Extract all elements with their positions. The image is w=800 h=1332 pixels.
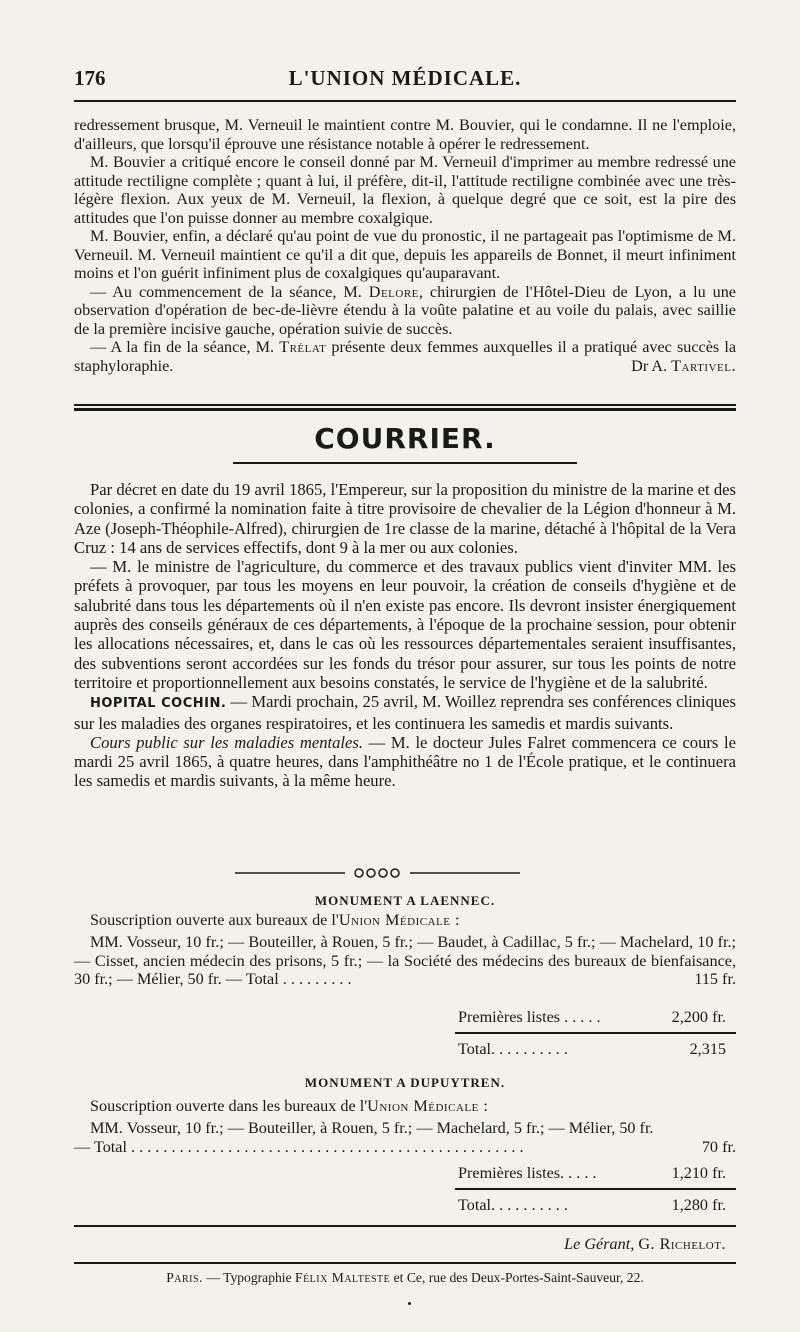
dupuytren-grand-value: 1,280 fr. — [671, 1196, 726, 1214]
laennec-section — [74, 892, 736, 989]
dupuytren-grand-label: Total. . . . . . . . . . — [458, 1196, 568, 1214]
paragraph: M. Bouvier a critiqué encore le conseil donné par M. Verneuil d'imprimer au membre redressé une attitude rectiligne complète ; quant à lui, il préfère, dit-il, l'attitude rectiligne combinée avec une très-légère flexion. Aux yeux de M. Verneuil, la flexion, à quelque degré que ce soit, est la pire des attitudes que l'on puisse donner au membre coxalgique. — [74, 153, 736, 227]
dupuytren-total-label: — Total . . . . . . . . . . . . . . . . . . . . . . . . . . . . . . . . . . . . . . . . . . . . . . . . . — [74, 1137, 524, 1156]
dupuytren-total-value: 70 fr. — [701, 1137, 736, 1156]
page-number: 176 — [74, 66, 106, 90]
laennec-intro: Souscription ouverte aux bureaux de l'Union Médicale : — [90, 910, 461, 929]
name-trelat: Trélat — [279, 338, 327, 356]
printer-footer: Paris. — Typographie Félix Malteste et Ce, rue des Deux-Portes-Saint-Sauveur, 22. — [166, 1270, 644, 1285]
laennec-heading: MONUMENT A LAENNEC. — [314, 893, 496, 908]
cours-label: Cours public sur les maladies mentales. — [90, 732, 363, 752]
laennec-grand-value: 2,315 — [689, 1040, 726, 1058]
paragraph: redressement brusque, M. Verneuil le maintient contre M. Bouvier, qui le condamne. Il ne l'emploie, d'ailleurs, que lorsqu'il éprouve une résistance notable à opérer le redressement. — [74, 116, 736, 153]
name-delore: Delore — [368, 282, 419, 301]
running-title: L'UNION MÉDICALE. — [288, 66, 522, 90]
dupuytren-intro: Souscription ouverte dans les bureaux de l'Union Médicale : — [90, 1096, 489, 1115]
laennec-premieres-label: Premières listes . . . . . — [458, 1008, 601, 1026]
dupuytren-section — [74, 1074, 736, 1156]
paragraph-cochin: HOPITAL COCHIN. — Mardi prochain, 25 avril, M. Woillez reprendra ses conférences cliniques sur les maladies des organes respiratoires, et les continuera les samedis et mardis suivants. — [74, 692, 737, 733]
paragraph-trelat: — A la fin de la séance, M. Trélat présente deux femmes auxquelles il a pratiqué avec succès la staphyloraphie. Dr A. Tartivel. — [74, 338, 737, 375]
signature: Dr A. Tartivel. — [631, 356, 736, 375]
gerant-signature: Le Gérant, G. Richelot. — [564, 1235, 726, 1253]
paragraph-delore: — Au commencement de la séance, M. Delore, chirurgien de l'Hôtel-Dieu de Lyon, a lu une observation d'opération de bec-de-lièvre étendu à la voûte palatine et au voile du palais, avec saillie de la première incisive gauche, opération suivie de succès. — [74, 282, 736, 338]
sum-rule — [455, 1032, 736, 1034]
dupuytren-total-row — [74, 1138, 736, 1157]
dupuytren-list: MM. Vosseur, 10 fr.; — Bouteiller, à Rouen, 5 fr.; — Machelard, 5 fr.; — Mélier, 50 fr. — [90, 1119, 654, 1137]
paragraph: M. Bouvier, enfin, a déclaré qu'au point de vue du pronostic, il ne partageait pas l'optimisme de M. Verneuil. M. Verneuil maintient ce qu'il a dit que, depuis les appareils de Bonnet, il meurt infiniment moins et l'on guérit infiniment plus de coxalgiques qu'auparavant. — [74, 227, 736, 282]
section-rule-thick — [74, 408, 736, 411]
hopital-cochin-label: HOPITAL COCHIN. — [90, 696, 227, 712]
sum-rule — [455, 1188, 736, 1190]
courrier-rule — [233, 462, 577, 464]
footer-rule — [74, 1262, 736, 1264]
section-rule — [74, 1225, 736, 1227]
dupuytren-premieres-label: Premières listes. . . . . — [458, 1164, 597, 1182]
courrier-section — [74, 480, 736, 791]
dupuytren-premieres-value: 1,210 fr. — [671, 1164, 726, 1182]
ornament-divider — [235, 866, 520, 880]
dupuytren-heading: MONUMENT A DUPUYTREN. — [304, 1075, 506, 1090]
laennec-grand-label: Total. . . . . . . . . . — [458, 1040, 568, 1058]
laennec-list: MM. Vosseur, 10 fr.; — Bouteiller, à Rouen, 5 fr.; — Baudet, à Cadillac, 5 fr.; — Machelard, 10 fr.; — Cisset, ancien médecin des prisons, 5 fr.; — la Société des médecins des bureaux de bienfaisance, 30 fr.; — Mélier, 50 fr. — Total . . . . . . . . . 115 fr. — [74, 933, 736, 988]
section-rule-top — [74, 404, 736, 406]
courrier-heading: COURRIER. — [314, 422, 496, 455]
society-report-continuation — [74, 116, 736, 375]
page-dot — [408, 1302, 411, 1305]
paragraph-decree: Par décret en date du 19 avril 1865, l'Empereur, sur la proposition du ministre de la marine et des colonies, a confirmé la nomination faite à titre provisoire de chevalier de la Légion d'honneur à M. Aze (Joseph-Théophile-Alfred), chirurgien de 1re classe de la marine, détaché à l'hôpital de la Vera Cruz : 14 ans de services effectifs, dont 9 à la mer ou aux colonies. — [74, 480, 736, 557]
header-rule — [74, 100, 736, 102]
paragraph-cours: Cours public sur les maladies mentales. — M. le docteur Jules Falret commencera ce cours le mardi 25 avril 1865, à quatre heures, dans l'amphithéâtre no 1 de l'École pratique, et le continuera les samedis et mardis suivants, à la même heure. — [74, 732, 737, 791]
page-header — [74, 66, 736, 94]
laennec-total: 115 fr. — [694, 970, 736, 988]
paragraph-hygiene: — M. le ministre de l'agriculture, du commerce et des travaux publics vient d'inviter MM. les préfets à provoquer, par tous les moyens en leur pouvoir, la création de conseils d'hygiène et de salubrité dans tous les départements où il n'en existe pas encore. Ils devront insister énergiquement auprès des conseils généraux de ces départements, à l'époque de la prochaine session, pour obtenir les allocations nécessaires, et, dans le cas où les ressources départementales seraient insuffisantes, des subventions seront accordées sur les fonds du trésor pour assurer, sur tous les points de notre territoire et proportionnellement aux besoins constatés, le service de l'hygiène et de la salubrité. — [74, 557, 736, 692]
laennec-premieres-value: 2,200 fr. — [671, 1008, 726, 1026]
